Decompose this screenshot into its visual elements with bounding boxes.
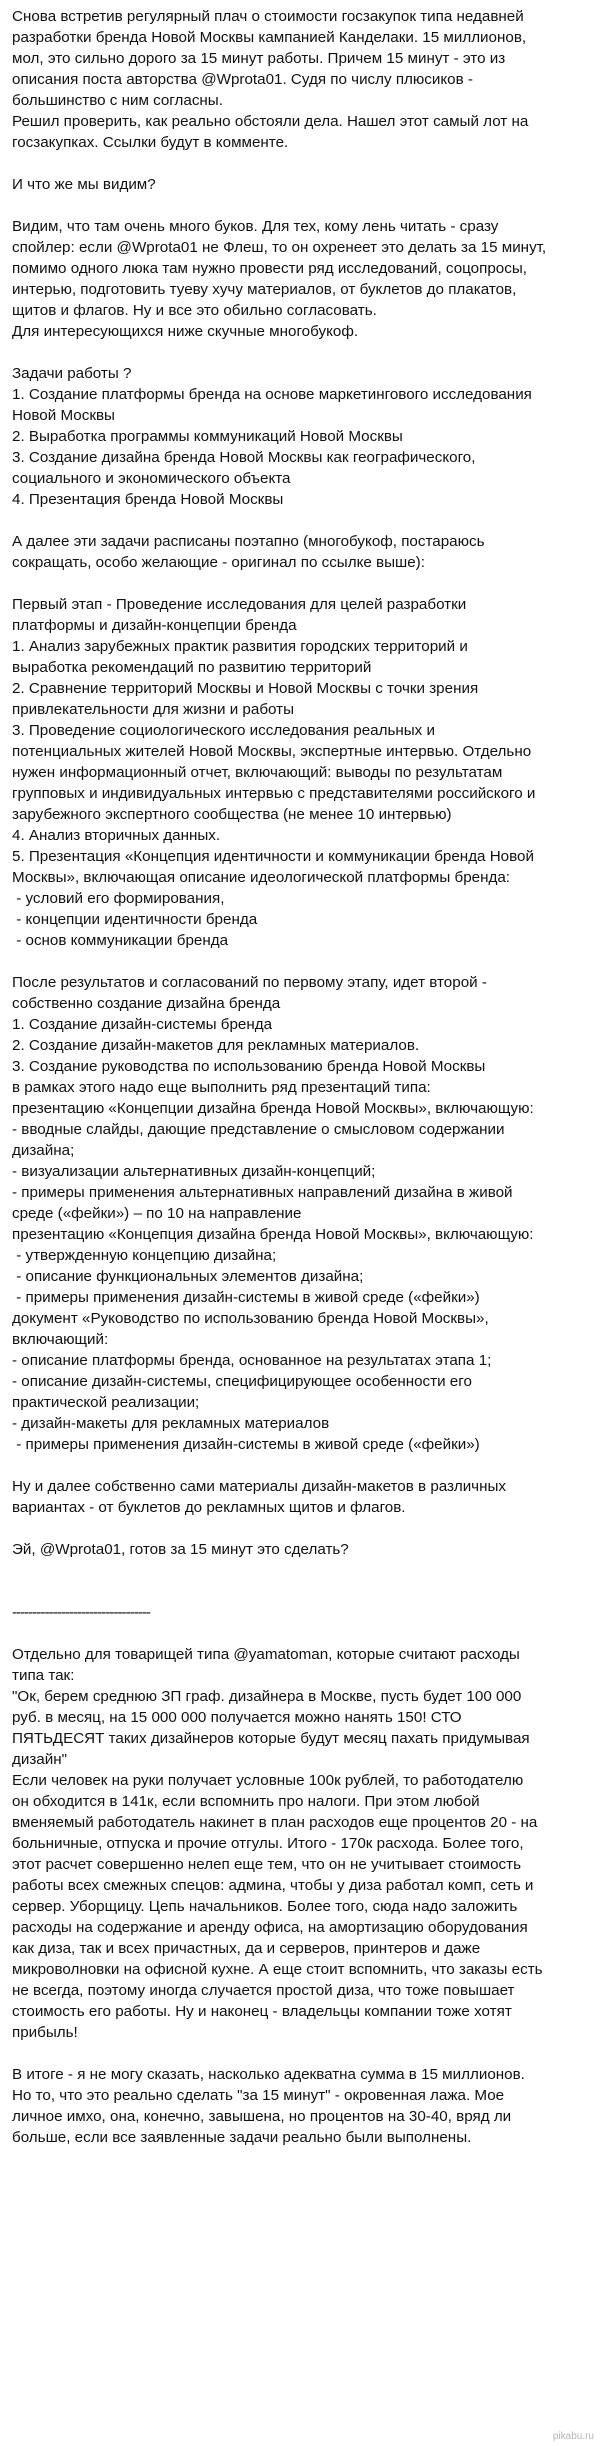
post-line: он обходится в 141к, если вспомнить про налоги. При этом любой <box>12 1793 480 1810</box>
post-line: 5. Презентация «Концепция идентичности и коммуникации бренда Новой <box>12 848 534 865</box>
post-line: - условий его формирования, <box>12 890 225 907</box>
post-line: - примеры применения альтернативных направлений дизайна в живой <box>12 1184 513 1201</box>
post-line: 2. Создание дизайн-макетов для рекламных материалов. <box>12 1037 420 1054</box>
post-line: Ну и далее собственно сами материалы дизайн-макетов в различных <box>12 1478 506 1495</box>
post-line: - концепции идентичности бренда <box>12 911 258 928</box>
blank-line <box>12 1560 590 1581</box>
post-line: сервер. Уборщицу. Цепь начальников. Более того, сюда надо заложить <box>12 1898 518 1915</box>
post-line: руб. в месяц, на 15 000 000 получается можно нанять 150! СТО <box>12 1709 462 1726</box>
post-line: - примеры применения дизайн-системы в живой среде («фейки») <box>12 1436 480 1453</box>
site-watermark: pikabu.ru <box>552 2431 594 2442</box>
post-line: спойлер: если @Wprota01 не Флеш, то он охренеет это делать за 15 минут, <box>12 239 547 256</box>
post-line: 2. Сравнение территорий Москвы и Новой Москвы с точки зрения <box>12 680 479 697</box>
post-line: - дизайн-макеты для рекламных материалов <box>12 1415 330 1432</box>
blank-line <box>12 1455 590 1476</box>
post-line: А далее эти задачи расписаны поэтапно (многобукоф, постараюсь <box>12 533 485 550</box>
post-line: среде («фейки») – по 10 на направление <box>12 1205 302 1222</box>
post-line: - основ коммуникации бренда <box>12 932 229 949</box>
post-line: презентацию «Концепция дизайна бренда Новой Москвы», включающую: <box>12 1226 534 1243</box>
post-line: Видим, что там очень много буков. Для тех, кому лень читать - сразу <box>12 218 499 235</box>
post-line: привлекательности для жизни и работы <box>12 701 295 718</box>
post-line: - визуализации альтернативных дизайн-концепций; <box>12 1163 376 1180</box>
blank-line <box>12 573 590 594</box>
blank-line <box>12 1623 590 1644</box>
post-line: групповых и индивидуальных интервью с представителями российского и <box>12 785 536 802</box>
post-line: дизайна; <box>12 1142 75 1159</box>
post-line: 3. Проведение социологического исследования реальных и <box>12 722 435 739</box>
blank-line <box>12 1518 590 1539</box>
post-line: Для интересующихся ниже скучные многобукоф. <box>12 323 359 340</box>
post-line: не всегда, поэтому иногда случается простой диза, что тоже повышает <box>12 1982 515 1999</box>
post-line: щитов и флагов. Ну и все это обильно согласовать. <box>12 302 377 319</box>
post-body <box>12 6 590 2148</box>
post-line: После результатов и согласований по первому этапу, идет второй - <box>12 974 487 991</box>
post-line: дизайн" <box>12 1751 68 1768</box>
post-line: Но то, что это реально сделать "за 15 минут" - окровенная лажа. Мое <box>12 2087 505 2104</box>
post-line: ПЯТЬДЕСЯТ таких дизайнеров которые будут месяц пахать придумывая <box>12 1730 530 1747</box>
post-line: микроволновки на офисной кухне. А еще стоит вспомнить, что заказы есть <box>12 1961 543 1978</box>
post-line: зарубежного экспертного сообщества (не менее 10 интервью) <box>12 806 452 823</box>
post-line: 1. Создание платформы бренда на основе маркетингового исследования <box>12 386 532 403</box>
post-line: в рамках этого надо еще выполнить ряд презентаций типа: <box>12 1079 431 1096</box>
post-line: большинство с ним согласны. <box>12 92 223 109</box>
post-line: социального и экономического объекта <box>12 470 291 487</box>
blank-line <box>12 153 590 174</box>
post-line: документ «Руководство по использованию бренда Новой Москвы», <box>12 1310 489 1327</box>
blank-line <box>12 1581 590 1602</box>
post-line: презентацию «Концепции дизайна бренда Новой Москвы», включающую: <box>12 1100 534 1117</box>
post-line: практической реализации; <box>12 1394 200 1411</box>
post-line: стоимость его работы. Ну и наконец - владельцы компании тоже хотят <box>12 2003 512 2020</box>
post-line: нужен информационный отчет, включающий: выводы по результатам <box>12 764 503 781</box>
post-line: выработка рекомендаций по развитию территорий <box>12 659 372 676</box>
post-line: - описание дизайн-системы, специфицирующее особенности его <box>12 1373 472 1390</box>
post-line: Отдельно для товарищей типа @yamatoman, которые считают расходы <box>12 1646 520 1663</box>
blank-line <box>12 195 590 216</box>
post-line: И что же мы видим? <box>12 176 156 193</box>
post-line: описания поста авторства @Wprota01. Судя по числу плюсиков - <box>12 71 473 88</box>
post-line: собственно создание дизайна бренда <box>12 995 281 1012</box>
post-line: Первый этап - Проведение исследования для целей разработки <box>12 596 467 613</box>
post-line: 2. Выработка программы коммуникаций Новой Москвы <box>12 428 403 445</box>
post-line: интерью, подготовить туеву хучу материалов, от буклетов до плакатов, <box>12 281 517 298</box>
post-line: 3. Создание дизайна бренда Новой Москвы как географического, <box>12 449 476 466</box>
post-line: - вводные слайды, дающие представление о смысловом содержании <box>12 1121 505 1138</box>
post-line: 3. Создание руководства по использованию бренда Новой Москвы <box>12 1058 486 1075</box>
blank-line <box>12 342 590 363</box>
post-line: потенциальных жителей Новой Москвы, экспертные интервью. Отдельно <box>12 743 532 760</box>
blank-line <box>12 951 590 972</box>
separator-line: ---------------------------------- <box>12 1604 150 1621</box>
post-line: прибыль! <box>12 2024 78 2041</box>
post-line: разработки бренда Новой Москвы кампанией Канделаки. 15 миллионов, <box>12 29 527 46</box>
post-line: Эй, @Wprota01, готов за 15 минут это сделать? <box>12 1541 349 1558</box>
post-line: 4. Презентация бренда Новой Москвы <box>12 491 284 508</box>
post-line: В итоге - я не могу сказать, насколько адекватна сумма в 15 миллионов. <box>12 2066 525 2083</box>
post-line: Задачи работы ? <box>12 365 132 382</box>
post-line: - описание функциональных элементов дизайна; <box>12 1268 364 1285</box>
post-line: - примеры применения дизайн-системы в живой среде («фейки») <box>12 1289 480 1306</box>
blank-line <box>12 2043 590 2064</box>
post-line: "Ок, берем среднюю ЗП граф. дизайнера в Москве, пусть будет 100 000 <box>12 1688 522 1705</box>
post-line: 1. Анализ зарубежных практик развития городских территорий и <box>12 638 468 655</box>
post-line: работы всех смежных спецов: админа, чтобы у диза работал комп, сеть и <box>12 1877 534 1894</box>
post-line: платформы и дизайн-концепции бренда <box>12 617 297 634</box>
post-line: сокращать, особо желающие - оригинал по ссылке выше): <box>12 554 425 571</box>
post-line: Новой Москвы <box>12 407 115 424</box>
post-line: 4. Анализ вторичных данных. <box>12 827 221 844</box>
post-line: Решил проверить, как реально обстояли дела. Нашел этот самый лот на <box>12 113 529 130</box>
post-line: включающий: <box>12 1331 109 1348</box>
post-line: помимо одного люка там нужно провести ряд исследований, соцопросы, <box>12 260 527 277</box>
post-line: больничные, отпуска и прочие отгулы. Итого - 170к расхода. Более того, <box>12 1835 524 1852</box>
post-line: госзакупках. Ссылки будут в комменте. <box>12 134 289 151</box>
post-line: больше, если все заявленные задачи реально были выполнены. <box>12 2129 472 2146</box>
post-line: Снова встретив регулярный плач о стоимости госзакупок типа недавней <box>12 8 524 25</box>
post-line: Если человек на руки получает условные 100к рублей, то работодателю <box>12 1772 524 1789</box>
post-line: 1. Создание дизайн-системы бренда <box>12 1016 273 1033</box>
post-line: типа так: <box>12 1667 75 1684</box>
post-line: как диза, так и всех причастных, да и серверов, принтеров и даже <box>12 1940 481 1957</box>
blank-line <box>12 510 590 531</box>
post-line: Москвы», включающая описание идеологической платформы бренда: <box>12 869 510 886</box>
post-line: - утвержденную концепцию дизайна; <box>12 1247 277 1264</box>
post-line: вариантах - от буклетов до рекламных щитов и флагов. <box>12 1499 406 1516</box>
post-line: этот расчет совершенно нелеп еще тем, что он не учитывает стоимость <box>12 1856 521 1873</box>
post-line: вменяемый работодатель накинет в план расходов еще процентов 20 - на <box>12 1814 538 1831</box>
post-line: личное имхо, она, конечно, завышена, но процентов на 30-40, вряд ли <box>12 2108 512 2125</box>
post-line: мол, это сильно дорого за 15 минут работы. Причем 15 минут - это из <box>12 50 506 67</box>
post-line: - описание платформы бренда, основанное на результатах этапа 1; <box>12 1352 492 1369</box>
post-line: расходы на содержание и аренду офиса, на амортизацию оборудования <box>12 1919 528 1936</box>
